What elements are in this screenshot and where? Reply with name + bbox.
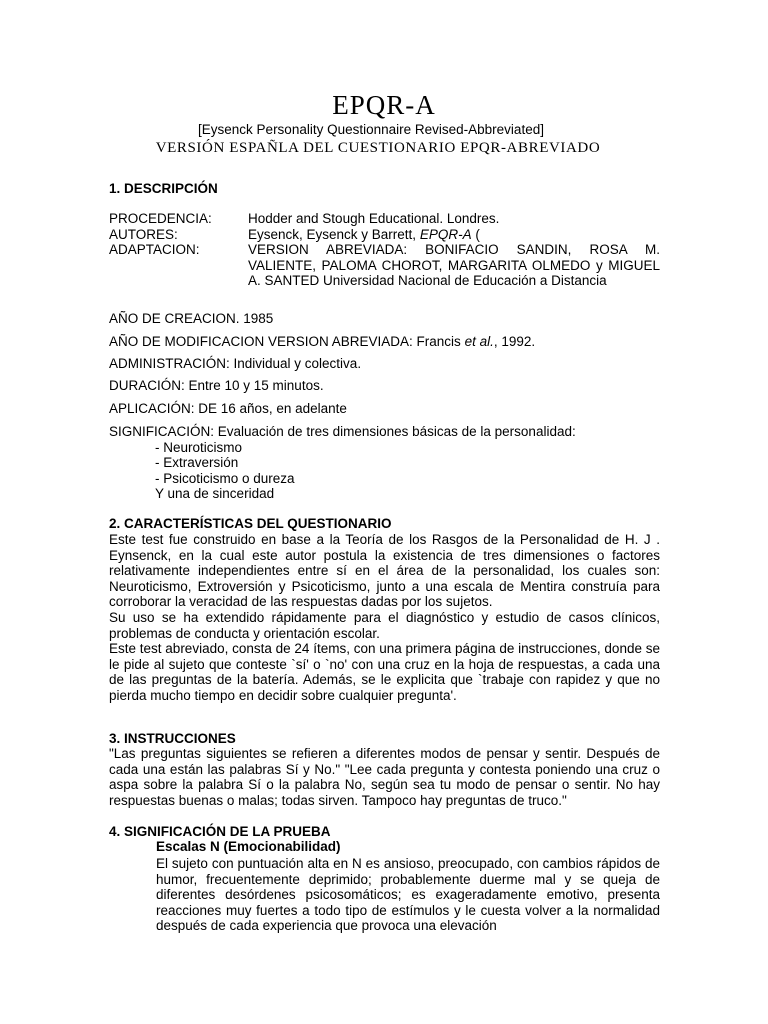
procedencia-value: Hodder and Stough Educational. Londres. — [248, 211, 500, 226]
autores-value — [248, 227, 660, 243]
dimension-item: - Psicoticismo o dureza — [155, 471, 295, 486]
section-3-heading: 3. INSTRUCCIONES — [109, 731, 236, 746]
autores-names: Eysenck, Eysenck y Barrett, — [248, 227, 417, 242]
adaptacion-label: ADAPTACION: — [109, 242, 200, 257]
adaptacion-value: VERSION ABREVIADA: BONIFACIO SANDIN, ROSA M. VALIENTE, PALOMA CHOROT, MARGARITA OLMEDO y MIGUEL A. SANTED Universidad Nacional de Educación a Distancia — [248, 242, 660, 289]
dimension-item: Y una de sinceridad — [155, 486, 275, 501]
document-subtitle: [Eysenck Personality Questionnaire Revised-Abbreviated] — [198, 122, 544, 137]
section-2-heading: 2. CARACTERÍSTICAS DEL QUESTIONARIO — [109, 516, 392, 531]
anio-modificacion — [109, 334, 535, 350]
anio-modificacion-etal: et al. — [464, 334, 494, 349]
aplicacion: APLICACIÓN: DE 16 años, en adelante — [109, 401, 347, 416]
document-spanish-version-title: VERSIÓN ESPAÑLA DEL CUESTIONARIO EPQR-ABREVIADO — [155, 140, 601, 156]
instructions-paragraph: "Las preguntas siguientes se refieren a diferentes modos de pensar y sentir. Después de cada una están las palabras Sí y No." "Lee cada pregunta y contesta poniendo una cruz o aspa sobre la palabra Sí o la palabra No, según sea tu modo de pensar o sentir. No hay respuestas buenas o malas; todas sirven. Tampoco hay preguntas de truco." — [109, 746, 660, 808]
anio-modificacion-suffix: , 1992. — [493, 334, 536, 349]
anio-modificacion-prefix: AÑO DE MODIFICACION VERSION ABREVIADA: Francis — [109, 334, 465, 349]
administracion: ADMINISTRACIÓN: Individual y colectiva. — [109, 356, 362, 371]
procedencia-label: PROCEDENCIA: — [109, 211, 212, 226]
section-4-subheading: Escalas N (Emocionabilidad) — [156, 839, 341, 854]
section-2-paragraph: Su uso se ha extendido rápidamente para el diagnóstico y estudio de casos clínicos, problemas de conducta y orientación escolar. — [109, 609, 660, 641]
section-2-paragraph: Este test fue construido en base a la Teoría de los Rasgos de la Personalidad de H. J . Eynsenck, en la cual este autor postula la existencia de tres dimensiones o factores relativamente independientes entre sí en el área de la personalidad, los cuales son: Neuroticismo, Extroversión y Psicoticismo, junto a una escala de Mentira construía para corroborar la veracidad de las respuestas dadas por los sujetos. — [109, 532, 660, 610]
dimension-item: - Neuroticismo — [155, 440, 243, 455]
autores-test-name: EPQR-A — [419, 227, 472, 242]
anio-creacion: AÑO DE CREACION. 1985 — [109, 311, 274, 326]
section-4-heading: 4. SIGNIFICACIÓN DE LA PRUEBA — [109, 824, 331, 839]
section-2-body — [109, 532, 660, 704]
duracion: DURACIÓN: Entre 10 y 15 minutos. — [109, 378, 324, 393]
document-title: EPQR-A — [332, 90, 436, 120]
section-4-body: El sujeto con puntuación alta en N es ansioso, preocupado, con cambios rápidos de humor, frecuentemente deprimido; probablemente duerme mal y se queja de diferentes desórdenes psicosomáticos; es exageradamente emotivo, presenta reacciones muy fuertes a todo tipo de estímulos y le cuesta volver a la normalidad después de cada experiencia que provoca una elevación — [156, 856, 660, 934]
section-1-heading: 1. DESCRIPCIÓN — [109, 181, 218, 196]
autores-label: AUTORES: — [109, 227, 178, 242]
dimension-item: - Extraversión — [155, 455, 239, 470]
section-2-paragraph: Este test abreviado, consta de 24 ítems, con una primera página de instrucciones, donde se le pide al sujeto que conteste `sí' o `no' con una cruz en la hoja de respuestas, a cada una de las preguntas de la batería. Además, se le explicita que `trabaje con rapidez y que no pierda mucho tiempo en decidir sobre cualquier pregunta'. — [109, 641, 660, 703]
significacion: SIGNIFICACIÓN: Evaluación de tres dimensiones básicas de la personalidad: — [109, 424, 576, 439]
autores-tail: ( — [471, 227, 480, 242]
section-3-body — [109, 746, 660, 808]
